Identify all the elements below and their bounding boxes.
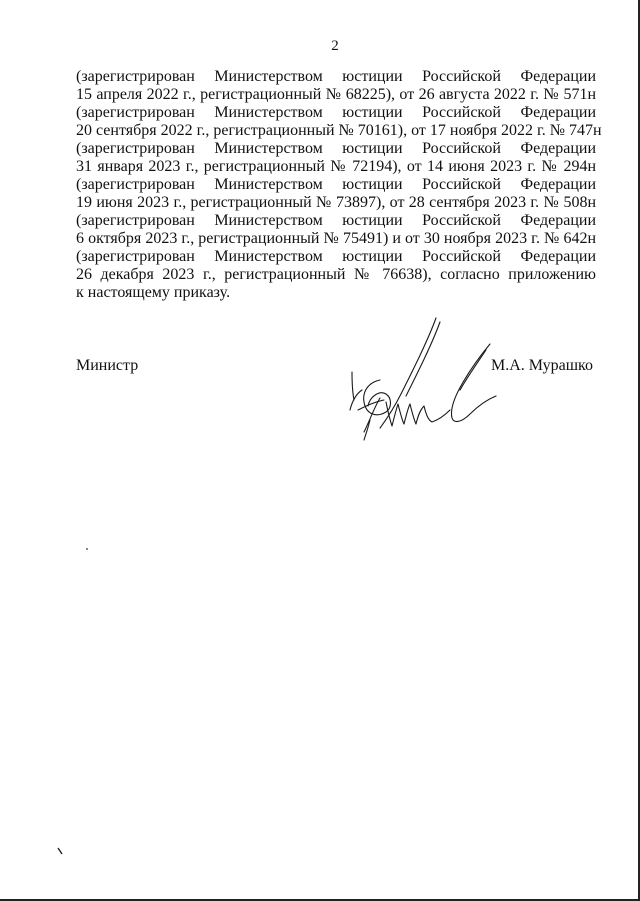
body-line-6: 31 января 2023 г., регистрационный № 72194), от 14 июня 2023 г. № 294н [76,158,596,175]
page-number: 2 [331,38,339,54]
body-line-5: (зарегистрирован Министерством юстиции Российской Федерации [76,140,596,157]
body-line-13: к настоящему приказу. [76,284,231,301]
body-line-3: (зарегистрирован Министерством юстиции Российской Федерации [76,104,596,121]
body-line-1: (зарегистрирован Министерством юстиции Российской Федерации [76,68,596,85]
body-line-12: 26 декабря 2023 г., регистрационный № 76638), согласно приложению [76,266,596,283]
body-line-8: 19 июня 2023 г., регистрационный № 73897), от 28 сентября 2023 г. № 508н [76,194,596,211]
body-line-4: 20 сентября 2022 г., регистрационный № 70161), от 17 ноября 2022 г. № 747н [76,122,602,139]
body-line-9: (зарегистрирован Министерством юстиции Российской Федерации [76,212,596,229]
body-line-2: 15 апреля 2022 г., регистрационный № 68225), от 26 августа 2022 г. № 571н [76,86,596,103]
handwritten-signature [340,310,510,450]
signer-name: М.А. Мурашко [491,357,593,374]
signer-title: Министр [76,357,139,374]
body-line-11: (зарегистрирован Министерством юстиции Российской Федерации [76,248,596,265]
body-line-10: 6 октября 2023 г., регистрационный № 75491) и от 30 ноября 2023 г. № 642н [76,230,596,247]
order-body-text [76,68,602,302]
body-line-7: (зарегистрирован Министерством юстиции Российской Федерации [76,176,596,193]
